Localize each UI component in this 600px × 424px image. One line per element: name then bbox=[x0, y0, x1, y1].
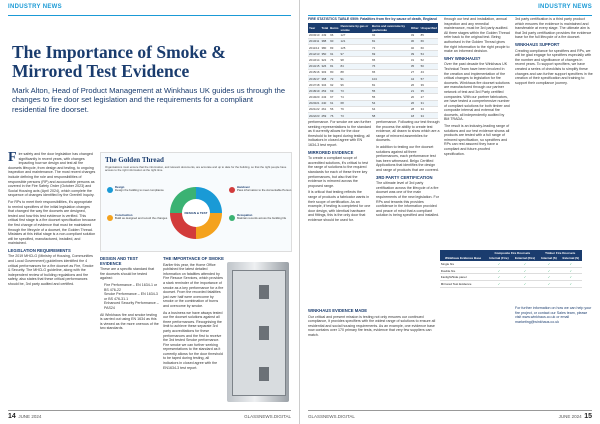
heading-support: WINKHAUS SUPPORT bbox=[515, 41, 560, 47]
table-cell: 81 bbox=[371, 38, 410, 44]
table-cell: 2016/17 bbox=[309, 76, 320, 81]
table-cell: 121 bbox=[340, 38, 371, 44]
evidence-header-cell: Internal (S) bbox=[538, 256, 559, 262]
check-icon: ✓ bbox=[538, 280, 559, 287]
section-tag: INDUSTRY NEWS bbox=[8, 4, 62, 10]
table-caption: FIRE STATISTICS TABLE 0509: Fatalities from fire by cause of death, England bbox=[308, 17, 437, 21]
check-icon: ✓ bbox=[512, 280, 539, 287]
table-cell: 72 bbox=[329, 75, 339, 81]
page-number: 14 bbox=[8, 412, 16, 420]
table-cell: 92 bbox=[329, 82, 339, 88]
page-footer bbox=[308, 410, 592, 421]
check-icon: ✓ bbox=[560, 274, 582, 281]
page-footer bbox=[8, 410, 291, 421]
table-cell: 81 bbox=[371, 82, 410, 88]
table-cell: 30 bbox=[410, 38, 420, 44]
table-cell: 61 bbox=[329, 100, 339, 106]
table-cell: 368 bbox=[320, 75, 329, 81]
table-cell: 55 bbox=[371, 88, 410, 94]
golden-thread-title: The Golden Thread bbox=[105, 156, 164, 164]
table-cell: 49 bbox=[410, 33, 420, 39]
table-cell: 2019/20 bbox=[309, 95, 320, 100]
table-cell: 66 bbox=[420, 38, 438, 44]
golden-thread-infographic bbox=[100, 152, 292, 252]
check-icon: ✓ bbox=[538, 267, 559, 274]
right-page bbox=[299, 0, 600, 424]
check-icon: ✓ bbox=[486, 280, 511, 287]
body-column-2: DESIGN AND TEST EVIDENCE These are a specific standard that fire doorsets should be tested against: Fire Performance – EN 1634-1 or BS 476-22 Smoke Performance – EN 1634-3 or BS 476-31.1 Enhanced Security Performance – PAS24 All Winkhaus fire and smoke testing is carried out using EN 1634 as this is viewed as the more onerous of the two standards. bbox=[100, 256, 159, 331]
check-icon: ✓ bbox=[486, 274, 511, 281]
left-page bbox=[0, 0, 299, 424]
check-icon: ✓ bbox=[512, 267, 539, 274]
table-cell: 91 bbox=[329, 51, 339, 57]
table-cell: 73 bbox=[340, 113, 371, 119]
table-cell: 127 bbox=[340, 33, 371, 39]
table-cell: 2012/13 bbox=[309, 51, 320, 56]
evidence-header-cell: External (Fire) bbox=[512, 256, 539, 262]
table-cell: 76 bbox=[371, 63, 410, 69]
table-cell: 92 bbox=[371, 33, 410, 39]
article-standfirst: Mark Alton, Head of Product Management at Winkhaus UK guides us through the changes to fire door set legislation and the requirements for a compliant residential fire doorset. bbox=[12, 86, 286, 114]
table-cell: 50 bbox=[420, 63, 438, 69]
heading-legislation: LEGISLATION REQUIREMENTS bbox=[8, 247, 71, 253]
heading-design: DESIGN AND TEST EVIDENCE bbox=[100, 256, 139, 266]
table-row bbox=[308, 113, 438, 119]
right-column-4: 3rd party certification is a third party product which ensures the evidence is maintained and transferable at every stage. The ultimate aim is that 3rd party certification provides the evidence base for the full lifecycle of a fire doorset. WINKHAUS SUPPORT Creating compliance for specifiers and RPs, we will be glad engage for specifiers especially with the number and significance of changes in recent years. To support specifiers, we have created a series of checklists to simplify these changes and can further support specifiers in the creation of their specification and training to support their compliance journey. bbox=[515, 17, 593, 85]
drop-cap: F bbox=[8, 150, 17, 165]
check-icon: ✓ bbox=[538, 261, 559, 267]
lock-bolt bbox=[259, 326, 269, 340]
table-cell: 259 bbox=[320, 113, 329, 119]
golden-item-construction: Construction Build as designed and record the changes bbox=[115, 213, 168, 221]
table-cell: 72 bbox=[371, 44, 410, 50]
table-cell: 97 bbox=[340, 51, 371, 57]
table-cell: 34 bbox=[420, 113, 438, 119]
table-cell: 104 bbox=[371, 75, 410, 81]
issue-date: JUNE 2024 bbox=[558, 413, 582, 419]
table-cell: 322 bbox=[320, 57, 329, 63]
table-cell: 98 bbox=[340, 57, 371, 63]
evidence-row-label: Fanlight/Side panel bbox=[440, 274, 486, 281]
right-column-2: performance. Following our test through the process the ability to create test evidence, all drawn to show which are a range of mirrored assemblies for doorsets. In addition to testing our fire doorset solutions against all three performances, each performance test has been witnessed. Belgo Certified Applications that identifies the design and range of products that are covered. 3RD PARTY CERTIFICATION The ultimate level of 3rd party certification across the lifecycle of a fire doorset was one of the main requirements of the new legislation. For RPs and tenants this provides confidence in the information provided and peace of mind that a compliant solution is being specified and installed. bbox=[376, 120, 440, 218]
table-cell: 79 bbox=[340, 106, 371, 112]
lock-bolt bbox=[259, 367, 269, 381]
occupation-dot-icon bbox=[229, 215, 235, 221]
table-header-cell: Other bbox=[410, 23, 420, 33]
table-cell: 76 bbox=[329, 57, 339, 63]
table-header-cell: Unspecified bbox=[420, 23, 438, 33]
fatalities-table-block bbox=[308, 17, 438, 119]
table-cell: 68 bbox=[340, 100, 371, 106]
table-cell: 2018/19 bbox=[309, 88, 320, 93]
table-cell: 88 bbox=[340, 69, 371, 75]
table-cell: 253 bbox=[320, 88, 329, 94]
golden-item-handover: Handover Pass information to the Accountable Person bbox=[237, 185, 292, 193]
site-url[interactable]: GLASSNEWS.DIGITAL bbox=[244, 413, 291, 419]
issue-date: JUNE 2024 bbox=[18, 413, 42, 419]
site-url[interactable]: GLASSNEWS.DIGITAL bbox=[308, 413, 355, 419]
evidence-row bbox=[440, 274, 582, 281]
design-dot-icon bbox=[107, 187, 113, 193]
check-icon: ✓ bbox=[560, 267, 582, 274]
check-icon: ✓ bbox=[560, 261, 582, 267]
evidence-base-table-block bbox=[440, 250, 582, 288]
evidence-header-cell: Internal (Fire) bbox=[486, 256, 511, 262]
table-header-cell: Year bbox=[308, 23, 320, 33]
contact-note: For further information on how we can help your fire project, or contact our Sales team, please visit www.winkhaus.co.uk or email marketing@winkhaus.co.uk bbox=[515, 306, 592, 324]
table-cell: 27 bbox=[410, 69, 420, 75]
table-cell: 35 bbox=[410, 63, 420, 69]
check-icon: ✓ bbox=[538, 274, 559, 281]
table-cell: 2017/18 bbox=[309, 82, 320, 87]
table-cell: 20 bbox=[410, 94, 420, 100]
table-cell: 28 bbox=[410, 106, 420, 112]
wheel-center-label: DESIGN & TEST bbox=[182, 199, 210, 227]
golden-item-design: Design Design the building to meet compliance bbox=[115, 185, 164, 193]
table-cell: 35 bbox=[420, 88, 438, 94]
table-cell: 125 bbox=[340, 44, 371, 50]
right-column-bottom: WINKHAUS EVIDENCE MADE Our critical and present mission is testing not only ensures our continued compliance, it provides specifiers with the widest range of solutions to ensure all residential and social housing requirements. As an example, one evidence base now contains over 170 primary fire tests, evidence that very few suppliers can match. bbox=[308, 306, 438, 340]
evidence-row-label: Single fire bbox=[440, 261, 486, 267]
table-cell: 31 bbox=[410, 57, 420, 63]
table-cell: 80 bbox=[329, 69, 339, 75]
check-icon: ✓ bbox=[560, 280, 582, 287]
top-bar bbox=[8, 4, 291, 16]
golden-thread-subtitle: Organisations must ensure that the information, and relevant documents, are accurate and up to date for the building, so that the right people have access to the right information at the right time. bbox=[105, 165, 287, 173]
table-header-cell: Total bbox=[320, 23, 329, 33]
table-cell: 39 bbox=[420, 82, 438, 88]
page-number: 15 bbox=[584, 412, 592, 420]
table-cell: 64 bbox=[371, 106, 410, 112]
right-column-3: through our test and installation, annual inspection and any remedial maintenance, must be 3rd party audited. All three stages within the Golden Thread refer back to the original test. Being authorised in the Golden Thread gives the right information to the right people to make an informed decision. WHY WINKHAUS? Over the past decade the Winkhaus UK Technical Team have been involved in the creation and implementation of the critical changes to legislation for fire doorsets. Winkhaus fire doorset solutions are manufactured through our partner network of test and 3rd Party certified companies. With our partner fabricators, we have tested a comprehensive number of compliant solutions for both timber and composite internal and external fire doorsets, all independently audited by BM TRADA. The result is an industry-leading range of solutions and our test evidence shows all products are tested with a full range of mirrored specification, so specifiers and RPs can rest assured they have a compliant and future-proofed specification. bbox=[444, 17, 510, 156]
evidence-row bbox=[440, 280, 582, 287]
table-cell: 58 bbox=[371, 113, 410, 119]
table-cell: 54 bbox=[371, 100, 410, 106]
table-cell: 74 bbox=[340, 94, 371, 100]
table-cell: 240 bbox=[320, 100, 329, 106]
table-cell: 31 bbox=[420, 100, 438, 106]
table-cell: 2013/14 bbox=[309, 57, 320, 62]
table-cell: 388 bbox=[320, 38, 329, 44]
fatalities-table bbox=[308, 23, 438, 119]
table-cell: 26 bbox=[410, 82, 420, 88]
evidence-header-cell: External (S) bbox=[560, 256, 582, 262]
multipoint-lock-image bbox=[227, 262, 289, 402]
body-column-3: THE IMPORTANCE OF SMOKE Earlier this year, the Home Office published the latest detailed information on fatalities attended by Fire Rescue Services, which provides a stark reminder of the importance of smoke as a key performance for a fire doorset. From the recorded fatalities just over half were overcome by smoke or the combination of burns and overcome by smoke. As a business we have always tested our fire doorset solutions against all three performances. Recognising the limit to achieve these separate 3rd party accreditations for these performances and the first to receive the 3rd tested Smoke performance. Fire smoke we can further seeking representations to the standard as it currently allows for the door threshold to be taped during testing, all indicators in closed agree with the EN1634-3 test report. bbox=[163, 256, 224, 370]
table-cell: 2010/11 bbox=[309, 39, 320, 44]
table-cell: 326 bbox=[320, 63, 329, 69]
table-cell: 2014/15 bbox=[309, 64, 320, 69]
table-cell: 96 bbox=[340, 82, 371, 88]
table-cell: 34 bbox=[420, 106, 438, 112]
lock-bolt bbox=[259, 285, 269, 299]
table-cell: 57 bbox=[420, 75, 438, 81]
table-header-cell: Burns and overcome by gas/smoke bbox=[371, 23, 410, 33]
table-header-cell: Burns bbox=[329, 23, 339, 33]
table-cell: 90 bbox=[329, 38, 339, 44]
table-cell: 2020/21 bbox=[309, 101, 320, 106]
handover-dot-icon bbox=[229, 187, 235, 193]
table-cell: 69 bbox=[371, 51, 410, 57]
table-cell: 81 bbox=[329, 63, 339, 69]
table-cell: 380 bbox=[320, 44, 329, 50]
article-headline: The Importance of Smoke & Mirrored Test Evidence bbox=[12, 42, 226, 81]
golden-item-occupation: Occupation Maintain records across the building life bbox=[237, 213, 287, 221]
heading-3rd-party: 3RD PARTY CERTIFICATION bbox=[376, 174, 433, 180]
evidence-header-cell: Winkhaus Evidence Base bbox=[440, 256, 486, 262]
table-cell: 65 bbox=[371, 57, 410, 63]
table-header-cell: Overcome by gas or smoke bbox=[340, 23, 371, 33]
table-cell: 2009/10 bbox=[309, 33, 320, 38]
heading-mirrored: MIRRORED EVIDENCE bbox=[308, 149, 354, 155]
table-cell: 96 bbox=[329, 33, 339, 39]
table-cell: 43 bbox=[420, 69, 438, 75]
check-icon: ✓ bbox=[486, 267, 511, 274]
table-cell: 243 bbox=[320, 94, 329, 100]
check-icon: ✓ bbox=[512, 261, 539, 267]
table-cell: 303 bbox=[320, 69, 329, 75]
table-cell: 69 bbox=[329, 88, 339, 94]
table-cell: 84 bbox=[340, 63, 371, 69]
top-bar bbox=[308, 4, 592, 16]
check-icon: ✓ bbox=[486, 261, 511, 267]
table-cell: 52 bbox=[420, 57, 438, 63]
table-cell: 21 bbox=[410, 88, 420, 94]
table-cell: 2022/23 bbox=[309, 113, 320, 118]
table-cell: 449 bbox=[320, 33, 329, 39]
table-cell: 73 bbox=[340, 88, 371, 94]
evidence-row-label: Mirrored Test Evidence bbox=[440, 280, 486, 287]
heading-smoke: THE IMPORTANCE OF SMOKE bbox=[163, 256, 224, 261]
table-cell: 334 bbox=[320, 82, 329, 88]
table-cell: 85 bbox=[420, 33, 438, 39]
table-cell: 76 bbox=[329, 113, 339, 119]
table-cell: 83 bbox=[329, 44, 339, 50]
table-cell: 18 bbox=[410, 113, 420, 119]
evidence-row-label: Double fire bbox=[440, 267, 486, 274]
table-cell: 55 bbox=[371, 94, 410, 100]
evidence-base-table: Composite Fire Doorsets Timber Fire Doorsets Winkhaus Evidence Base Internal (Fire) External (Fire) Internal (S) External (S) Single fire ✓ ✓ ✓ ✓ Double fire ✓ ✓ ✓ ✓ Fanlight/Side panel ✓ ✓ ✓ ✓ Mirrored Test Evidence ✓ ✓ ✓ ✓ bbox=[440, 250, 582, 288]
right-column-1: performance. For smoke we can further seeking representations to the standard as it currently allows for the door threshold to be taped during testing, all indicators in closed agree with EN 1634-3 test report. MIRRORED EVIDENCE To create a compliant scope of accredited solutions, it's critical to test the range of solutions to the required standards for each of these three key performances, but also that the evidence is mirrored across the proposed range. It is critical that testing reflects the range of products a fabricator wants in their scope of certification. As an example, if testing is completed for one door design, with identical hardware and fittings, this is the only door that evidence should be used for. bbox=[308, 120, 372, 222]
check-icon: ✓ bbox=[512, 274, 539, 281]
heading-evidence-made: WINKHAUS EVIDENCE MADE bbox=[308, 308, 368, 313]
table-cell: 65 bbox=[371, 69, 410, 75]
table-cell: 2015/16 bbox=[309, 70, 320, 75]
table-cell: 67 bbox=[329, 94, 339, 100]
table-cell: 60 bbox=[420, 44, 438, 50]
table-cell: 27 bbox=[420, 94, 438, 100]
table-cell: 39 bbox=[410, 51, 420, 57]
construction-dot-icon bbox=[107, 215, 113, 221]
table-cell: 54 bbox=[420, 51, 438, 57]
lifecycle-wheel bbox=[170, 187, 222, 239]
table-cell: 56 bbox=[329, 106, 339, 112]
table-cell: 350 bbox=[320, 51, 329, 57]
lock-faceplate bbox=[232, 270, 286, 396]
section-tag: INDUSTRY NEWS bbox=[538, 4, 592, 10]
table-cell: 261 bbox=[320, 106, 329, 112]
table-cell: 40 bbox=[410, 44, 420, 50]
table-cell: 44 bbox=[410, 75, 420, 81]
table-cell: 2011/12 bbox=[309, 45, 320, 50]
table-cell: 91 bbox=[340, 75, 371, 81]
heading-why-winkhaus: WHY WINKHAUS? bbox=[444, 55, 481, 61]
table-cell: 26 bbox=[410, 100, 420, 106]
table-cell: 2021/22 bbox=[309, 107, 320, 112]
evidence-row bbox=[440, 267, 582, 274]
body-column-1: Fire safety and fire door legislation has changed significantly in recent years, with changes impacting how we design and test all fire doorsets lifecycle, from design and testing, to ongoing inspection and maintenance. The most recent changes include defining the role and responsibilities of responsible persons (RP) and accountable persons as covered in the Fire Safety Order (October 2023) and Social Housing acts (April 2024), which complete the sequence of changes identified by the Grenfell Inquiry. For RPs to meet their responsibilities, it's appropriate to remind specifiers of the initial legislation changes that changed the way fire doorsets are designed, tested and how this test evidence is verified. This critical first stage is a fire doorset specification because the first change of evidence that must be maintained through the lifecycle of a doorset, the Golden Thread. Mistakes at this initial stage is a non-compliant solution will be specified, manufactured, installed, and maintained. LEGISLATION REQUIREMENTS The 2019 MHCLG (Ministry of Housing, Communities and Local Government) guidelines identified the 4 critical performances for a fire doorset as Fire, Smoke & Security. The MHCLG guideline, along with the independent review of building regulations and fire safety, also states that these critical performances should be, 3rd party audited and certified. bbox=[8, 150, 96, 287]
